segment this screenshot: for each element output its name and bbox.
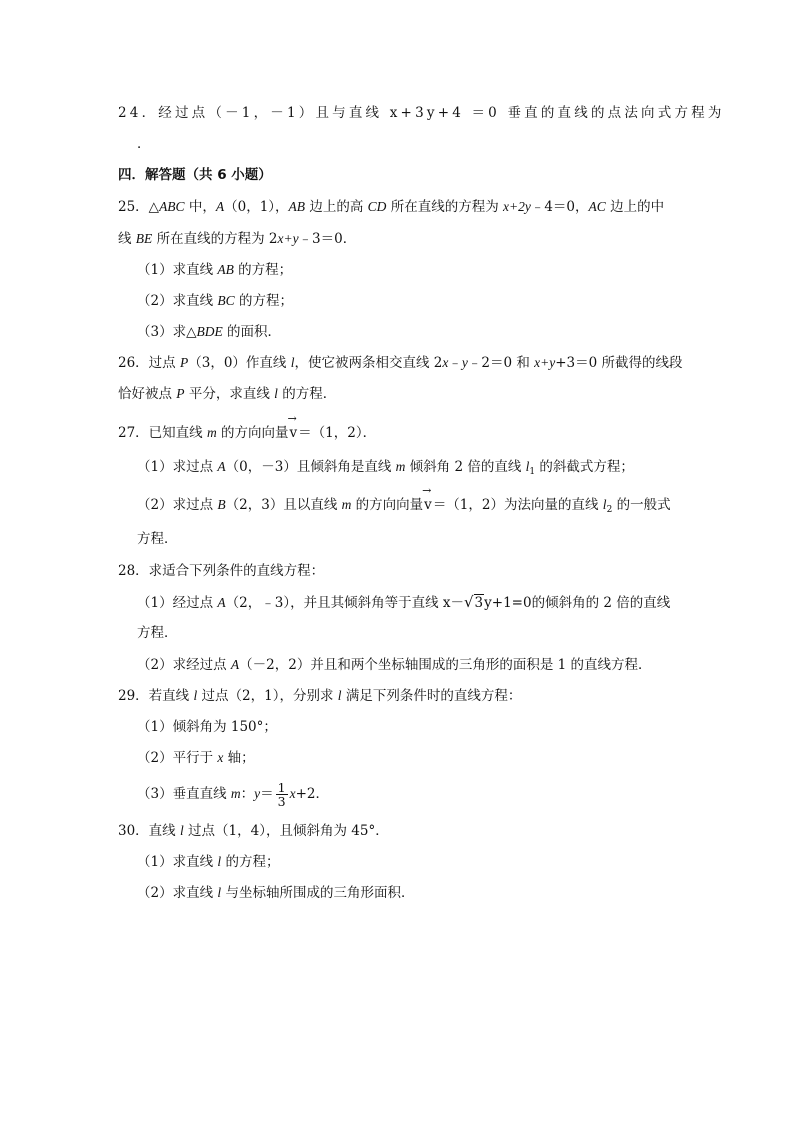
question-29-part-3 xyxy=(137,780,329,808)
text: 的方程； xyxy=(234,293,293,309)
text: 的面积． xyxy=(222,324,282,340)
text: （2）求过点 xyxy=(137,497,218,513)
math-var: BE xyxy=(135,231,153,246)
vector-v xyxy=(422,484,433,514)
text: 的方向向量 xyxy=(216,425,289,441)
math-var: m xyxy=(395,459,406,474)
text: 过点（2，1），分别求 xyxy=(197,688,338,704)
math-expr: x+y xyxy=(277,231,299,246)
text: （0，－3）且倾斜角是直线 xyxy=(225,459,396,475)
text: ： xyxy=(240,786,255,802)
question-25-line-2 xyxy=(118,230,356,248)
question-27-part-1 xyxy=(137,458,634,481)
math-var: m xyxy=(341,497,352,512)
text: （2，﹣3），并且其倾斜角等于直线 x－ xyxy=(225,595,464,611)
text: 满足下列条件时的直线方程： xyxy=(341,688,522,704)
question-30-line-1 xyxy=(118,822,389,840)
math-var: P xyxy=(176,386,185,401)
text: （1）求直线 xyxy=(137,854,218,870)
math-var: x xyxy=(289,786,296,801)
math-var: m xyxy=(206,425,217,440)
text: 的方程． xyxy=(277,386,337,402)
text: ﹣ xyxy=(448,355,462,371)
subscript: 2 xyxy=(606,505,613,515)
math-var: A xyxy=(230,657,240,672)
vector-arrow-icon: → xyxy=(287,412,297,425)
math-var: l xyxy=(274,386,278,401)
text: （2）求经过点 xyxy=(137,657,231,673)
math-var: l xyxy=(337,688,342,703)
math-var: CD xyxy=(367,199,387,214)
question-27-line-1 xyxy=(118,412,377,442)
text: （2，3）且以直线 xyxy=(225,497,342,513)
math-var: BDE xyxy=(196,324,223,339)
math-var: l xyxy=(290,355,295,370)
text: （2）求直线 xyxy=(137,885,218,901)
question-28-part-1-line-2: 方程． xyxy=(137,625,178,641)
section-title: 四．解答题（共 6 小题） xyxy=(118,167,272,183)
text: ＝（1，2）为法向量的直线 xyxy=(432,497,603,513)
text: （2）求直线 xyxy=(137,293,218,309)
text: 的方程； xyxy=(221,854,280,870)
text: 平分，求直线 xyxy=(184,386,275,402)
math-var: P xyxy=(179,355,189,370)
text: （3）垂直直线 xyxy=(137,786,231,802)
text: 所在直线的方程为 2 xyxy=(152,231,278,247)
question-30-part-1 xyxy=(137,853,279,871)
text: 30．直线 xyxy=(118,823,180,839)
text: ，使它被两条相交直线 2 xyxy=(294,355,443,371)
text: 的一般式 xyxy=(612,497,671,513)
vector-v xyxy=(287,412,299,442)
text: 中， xyxy=(184,199,216,215)
question-25-part-3 xyxy=(137,323,281,341)
math-var: A xyxy=(217,459,226,474)
math-var: y xyxy=(461,355,468,370)
fraction-one-third xyxy=(276,781,288,808)
text: y+1=0的倾斜角的 2 倍的直线 xyxy=(484,595,671,611)
math-var: B xyxy=(217,497,226,512)
math-var: AB xyxy=(288,199,306,214)
text: ﹣2＝0 和 xyxy=(467,355,535,371)
question-25-part-1 xyxy=(137,261,292,279)
text: ﹣3＝0． xyxy=(298,231,357,247)
text: +2． xyxy=(295,786,329,802)
question-24-line-1: 24．经过点（－1，－1）且与直线 x+3y+4 ＝0 垂直的直线的点法向式方程为 xyxy=(118,105,725,121)
text: 线 xyxy=(118,231,136,247)
math-var: BC xyxy=(217,293,235,308)
text: 29．若直线 xyxy=(118,688,194,704)
text: 恰好被点 xyxy=(118,386,177,402)
text: 25．△ xyxy=(118,199,160,215)
subscript: 1 xyxy=(529,467,536,477)
math-var: l xyxy=(193,688,198,703)
radicand: 3 xyxy=(474,595,484,611)
question-27-part-2 xyxy=(137,484,671,519)
math-var: v xyxy=(424,497,432,513)
text: （1）求过点 xyxy=(137,459,218,475)
denominator: 3 xyxy=(277,794,286,809)
text: 的方程； xyxy=(233,262,293,278)
question-27-part-2-line-2: 方程． xyxy=(137,531,178,547)
math-var: ABC xyxy=(159,199,185,214)
text: 的斜截式方程； xyxy=(535,459,634,475)
math-var: x xyxy=(442,355,449,370)
math-var: l xyxy=(217,854,222,869)
text: 倾斜角 2 倍的直线 xyxy=(405,459,526,475)
math-var: y xyxy=(254,786,261,801)
text: 边上的中 xyxy=(605,199,665,215)
text: ﹣4＝0， xyxy=(530,199,589,215)
radical-icon: √ xyxy=(463,593,474,611)
sqrt-expression xyxy=(464,593,484,612)
text: （3，0）作直线 xyxy=(188,355,291,371)
question-28-line-1: 28．求适合下列条件的直线方程： xyxy=(118,563,325,579)
question-29-part-1: （1）倾斜角为 150°； xyxy=(137,719,277,735)
math-var: v xyxy=(289,425,298,441)
text: （3）求△ xyxy=(137,324,197,340)
text: 与坐标轴所围成的三角形面积． xyxy=(221,885,415,901)
text: +3＝0 所截得的线段 xyxy=(555,355,683,371)
question-28-part-2 xyxy=(137,656,652,674)
question-30-part-2 xyxy=(137,884,414,902)
math-var: l xyxy=(217,885,222,900)
question-25-part-2 xyxy=(137,292,293,310)
math-expr: x+2y xyxy=(503,199,531,214)
text: （2）平行于 xyxy=(137,750,218,766)
text: 边上的高 xyxy=(305,199,368,215)
text: ＝ xyxy=(260,786,274,802)
text: 26．过点 xyxy=(118,355,180,371)
question-28-part-1 xyxy=(137,593,670,612)
text: 27．已知直线 xyxy=(118,425,207,441)
numerator: 1 xyxy=(277,780,286,795)
question-24-line-2: ． xyxy=(137,136,151,152)
text: ＝（1，2）． xyxy=(298,425,377,441)
math-var: x xyxy=(217,750,224,765)
math-var: A xyxy=(215,199,225,214)
math-var: m xyxy=(230,786,241,801)
question-29-line-1 xyxy=(118,687,521,705)
text: 所在直线的方程为 xyxy=(386,199,503,215)
vector-arrow-icon: → xyxy=(422,484,432,497)
math-var: l xyxy=(602,497,607,512)
text: 的方向向量 xyxy=(351,497,424,513)
question-25-line-1 xyxy=(118,198,664,216)
math-var: l xyxy=(179,823,184,838)
text: 轴； xyxy=(223,750,255,766)
math-var: AC xyxy=(588,199,606,214)
math-expr: x+y xyxy=(534,355,556,370)
question-26-line-1 xyxy=(118,354,683,372)
question-26-line-2 xyxy=(118,385,336,403)
text: （1）经过点 xyxy=(137,595,218,611)
text: （－2，2）并且和两个坐标轴围成的三角形的面积是 1 的直线方程． xyxy=(239,657,652,673)
question-29-part-2 xyxy=(137,749,255,767)
math-var: l xyxy=(525,459,530,474)
text: （0，1）， xyxy=(224,199,289,215)
text: 过点（1，4），且倾斜角为 45°． xyxy=(183,823,389,839)
text: （1）求直线 xyxy=(137,262,218,278)
math-var: A xyxy=(217,595,226,610)
math-var: AB xyxy=(217,262,234,277)
